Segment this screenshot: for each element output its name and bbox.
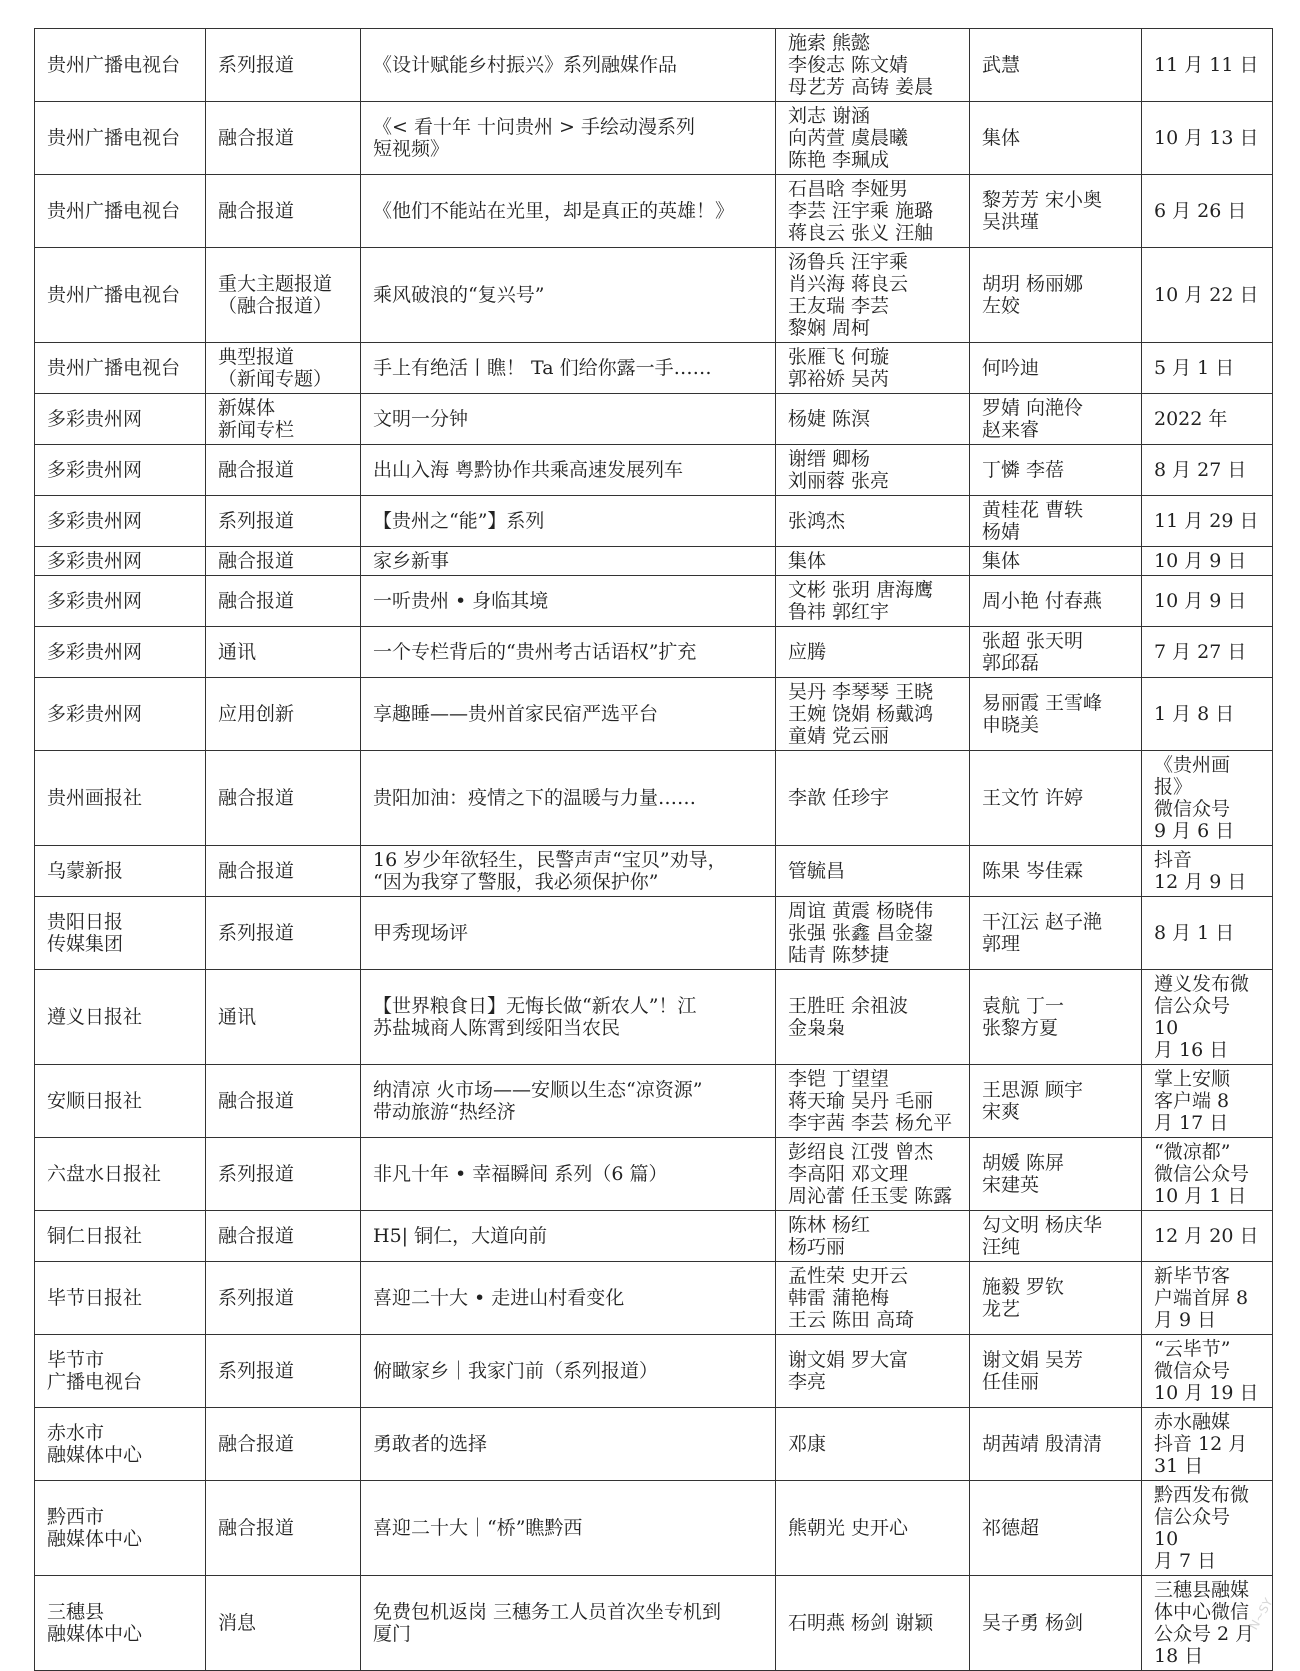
cell-date: 10 月 22 日 — [1142, 248, 1273, 343]
table-row — [35, 576, 1273, 627]
table-row — [35, 1408, 1273, 1481]
cell-authors: 管毓昌 — [776, 846, 970, 897]
cell-unit: 多彩贵州网 — [35, 547, 206, 576]
cell-category: 通讯 — [206, 627, 361, 678]
cell-date: 10 月 9 日 — [1142, 547, 1273, 576]
cell-title: 乘风破浪的“复兴号” — [361, 248, 776, 343]
cell-editors: 易丽霞 王雪峰 申晓美 — [970, 678, 1142, 751]
cell-category: 融合报道 — [206, 846, 361, 897]
cell-editors: 王思源 顾宇 宋爽 — [970, 1065, 1142, 1138]
cell-editors: 胡媛 陈屏 宋建英 — [970, 1138, 1142, 1211]
cell-editors: 勾文明 杨庆华 汪纯 — [970, 1211, 1142, 1262]
cell-authors: 吴丹 李琴琴 王晓 王婉 饶娟 杨戴鸿 童婧 党云丽 — [776, 678, 970, 751]
table-row — [35, 496, 1273, 547]
cell-unit: 贵州广播电视台 — [35, 248, 206, 343]
cell-date: “云毕节” 微信众号 10 月 19 日 — [1142, 1335, 1273, 1408]
cell-category: 融合报道 — [206, 547, 361, 576]
cell-category: 融合报道 — [206, 1481, 361, 1576]
cell-title: 一听贵州 • 身临其境 — [361, 576, 776, 627]
cell-unit: 多彩贵州网 — [35, 627, 206, 678]
cell-authors: 刘志 谢涵 向芮萱 虞晨曦 陈艳 李珮成 — [776, 102, 970, 175]
cell-category: 融合报道 — [206, 1065, 361, 1138]
cell-date: 5 月 1 日 — [1142, 343, 1273, 394]
cell-editors: 黄桂花 曹轶 杨婧 — [970, 496, 1142, 547]
awards-table — [34, 28, 1276, 1671]
cell-category: 系列报道 — [206, 1335, 361, 1408]
table-row — [35, 102, 1273, 175]
cell-editors: 丁憐 李蓓 — [970, 445, 1142, 496]
cell-category: 系列报道 — [206, 897, 361, 970]
table-row — [35, 248, 1273, 343]
cell-editors: 周小艳 付春燕 — [970, 576, 1142, 627]
cell-authors: 王胜旺 余祖波 金枭枭 — [776, 970, 970, 1065]
table-row — [35, 1262, 1273, 1335]
cell-date: 10 月 13 日 — [1142, 102, 1273, 175]
table-row — [35, 175, 1273, 248]
cell-date: “微凉都” 微信公众号 10 月 1 日 — [1142, 1138, 1273, 1211]
cell-category: 融合报道 — [206, 576, 361, 627]
cell-unit: 六盘水日报社 — [35, 1138, 206, 1211]
table-row — [35, 343, 1273, 394]
cell-authors: 集体 — [776, 547, 970, 576]
cell-title: 俯瞰家乡｜我家门前（系列报道） — [361, 1335, 776, 1408]
cell-category: 重大主题报道 （融合报道） — [206, 248, 361, 343]
cell-unit: 黔西市 融媒体中心 — [35, 1481, 206, 1576]
cell-category: 新媒体 新闻专栏 — [206, 394, 361, 445]
cell-title: 家乡新事 — [361, 547, 776, 576]
cell-category: 通讯 — [206, 970, 361, 1065]
cell-authors: 应腾 — [776, 627, 970, 678]
cell-authors: 汤鲁兵 汪宇乘 肖兴海 蒋良云 王友瑞 李芸 黎娴 周柯 — [776, 248, 970, 343]
cell-title: 【世界粮食日】无悔长做“新农人”！江 苏盐城商人陈霄到绥阳当农民 — [361, 970, 776, 1065]
cell-title: 勇敢者的选择 — [361, 1408, 776, 1481]
cell-unit: 多彩贵州网 — [35, 678, 206, 751]
cell-category: 应用创新 — [206, 678, 361, 751]
cell-category: 融合报道 — [206, 445, 361, 496]
cell-editors: 何吟迪 — [970, 343, 1142, 394]
cell-title: 《设计赋能乡村振兴》系列融媒作品 — [361, 29, 776, 102]
table-row — [35, 970, 1273, 1065]
cell-title: 喜迎二十大 • 走进山村看变化 — [361, 1262, 776, 1335]
cell-date: 新毕节客 户端首屏 8 月 9 日 — [1142, 1262, 1273, 1335]
cell-unit: 多彩贵州网 — [35, 394, 206, 445]
cell-editors: 黎芳芳 宋小奥 吴洪瑾 — [970, 175, 1142, 248]
cell-authors: 李歆 任珍宇 — [776, 751, 970, 846]
cell-title: 【贵州之“能”】系列 — [361, 496, 776, 547]
cell-unit: 遵义日报社 — [35, 970, 206, 1065]
cell-editors: 施毅 罗钦 龙艺 — [970, 1262, 1142, 1335]
cell-unit: 铜仁日报社 — [35, 1211, 206, 1262]
cell-category: 融合报道 — [206, 751, 361, 846]
cell-date: 6 月 26 日 — [1142, 175, 1273, 248]
cell-editors: 陈果 岑佳霖 — [970, 846, 1142, 897]
cell-unit: 贵州广播电视台 — [35, 343, 206, 394]
watermark: N~SY — [1246, 1595, 1276, 1633]
table-row — [35, 627, 1273, 678]
cell-date: 11 月 11 日 — [1142, 29, 1273, 102]
table-row — [35, 678, 1273, 751]
cell-authors: 杨婕 陈溟 — [776, 394, 970, 445]
cell-authors: 陈林 杨红 杨巧丽 — [776, 1211, 970, 1262]
cell-editors: 王文竹 许婷 — [970, 751, 1142, 846]
cell-category: 系列报道 — [206, 496, 361, 547]
cell-editors: 干江沄 赵子滟 郭理 — [970, 897, 1142, 970]
cell-editors: 罗婧 向滟伶 赵来睿 — [970, 394, 1142, 445]
cell-title: 《< 看十年 十问贵州 > 手绘动漫系列 短视频》 — [361, 102, 776, 175]
cell-authors: 谢文娟 罗大富 李亮 — [776, 1335, 970, 1408]
cell-date: 《贵州画报》 微信众号 9 月 6 日 — [1142, 751, 1273, 846]
cell-editors: 胡茜靖 殷清清 — [970, 1408, 1142, 1481]
cell-date: 三穗县融媒 体中心微信 公众号 2 月 18 日 — [1142, 1576, 1273, 1671]
cell-unit: 贵阳日报 传媒集团 — [35, 897, 206, 970]
cell-authors: 文彬 张玥 唐海鹰 鲁祎 郭红宇 — [776, 576, 970, 627]
table-row — [35, 1335, 1273, 1408]
table-row — [35, 1481, 1273, 1576]
cell-authors: 张鸿杰 — [776, 496, 970, 547]
cell-date: 黔西发布微 信公众号 10 月 7 日 — [1142, 1481, 1273, 1576]
cell-unit: 毕节市 广播电视台 — [35, 1335, 206, 1408]
cell-date: 8 月 27 日 — [1142, 445, 1273, 496]
cell-authors: 谢缙 卿杨 刘丽蓉 张亮 — [776, 445, 970, 496]
cell-title: 非凡十年 • 幸福瞬间 系列（6 篇） — [361, 1138, 776, 1211]
table-row — [35, 846, 1273, 897]
cell-date: 赤水融媒 抖音 12 月 31 日 — [1142, 1408, 1273, 1481]
cell-authors: 熊朝光 史开心 — [776, 1481, 970, 1576]
cell-unit: 贵州广播电视台 — [35, 102, 206, 175]
cell-category: 典型报道 （新闻专题） — [206, 343, 361, 394]
cell-editors: 张超 张天明 郭邱磊 — [970, 627, 1142, 678]
cell-title: 甲秀现场评 — [361, 897, 776, 970]
cell-date: 10 月 9 日 — [1142, 576, 1273, 627]
cell-authors: 周谊 黄震 杨晓伟 张强 张鑫 昌金鋆 陆青 陈梦捷 — [776, 897, 970, 970]
cell-title: 享趣睡——贵州首家民宿严选平台 — [361, 678, 776, 751]
cell-unit: 贵州广播电视台 — [35, 29, 206, 102]
cell-title: 16 岁少年欲轻生，民警声声“宝贝”劝导， “因为我穿了警服，我必须保护你” — [361, 846, 776, 897]
cell-title: 出山入海 粤黔协作共乘高速发展列车 — [361, 445, 776, 496]
cell-unit: 多彩贵州网 — [35, 496, 206, 547]
table-row — [35, 547, 1273, 576]
cell-unit: 毕节日报社 — [35, 1262, 206, 1335]
cell-date: 1 月 8 日 — [1142, 678, 1273, 751]
cell-unit: 赤水市 融媒体中心 — [35, 1408, 206, 1481]
cell-authors: 张雁飞 何璇 郭裕娇 吴芮 — [776, 343, 970, 394]
cell-unit: 安顺日报社 — [35, 1065, 206, 1138]
table-row — [35, 29, 1273, 102]
cell-date: 抖音 12 月 9 日 — [1142, 846, 1273, 897]
table-row — [35, 394, 1273, 445]
awards-table-body — [35, 29, 1276, 1671]
cell-authors: 石明燕 杨剑 谢颖 — [776, 1576, 970, 1671]
cell-authors: 邓康 — [776, 1408, 970, 1481]
cell-title: H5| 铜仁，大道向前 — [361, 1211, 776, 1262]
cell-unit: 多彩贵州网 — [35, 445, 206, 496]
cell-authors: 李铠 丁望望 蒋天瑜 吴丹 毛丽 李宇茜 李芸 杨允平 — [776, 1065, 970, 1138]
cell-category: 消息 — [206, 1576, 361, 1671]
cell-authors: 施索 熊懿 李俊志 陈文婧 母艺芳 高铸 姜晨 — [776, 29, 970, 102]
cell-title: 文明一分钟 — [361, 394, 776, 445]
cell-editors: 集体 — [970, 102, 1142, 175]
table-row — [35, 445, 1273, 496]
cell-authors: 孟性荣 史开云 韩雷 蒲艳梅 王云 陈田 高琦 — [776, 1262, 970, 1335]
cell-title: 手上有绝活丨瞧！ Ta 们给你露一手…… — [361, 343, 776, 394]
table-row — [35, 1211, 1273, 1262]
table-row — [35, 1065, 1273, 1138]
cell-category: 系列报道 — [206, 29, 361, 102]
cell-title: 贵阳加油：疫情之下的温暖与力量…… — [361, 751, 776, 846]
table-row — [35, 1576, 1273, 1671]
cell-unit: 贵州画报社 — [35, 751, 206, 846]
cell-authors: 石昌晗 李娅男 李芸 汪宇乘 施璐 蒋良云 张义 汪舳 — [776, 175, 970, 248]
cell-date: 2022 年 — [1142, 394, 1273, 445]
cell-date: 8 月 1 日 — [1142, 897, 1273, 970]
cell-unit: 乌蒙新报 — [35, 846, 206, 897]
cell-title: 免费包机返岗 三穗务工人员首次坐专机到 厦门 — [361, 1576, 776, 1671]
table-row — [35, 1138, 1273, 1211]
cell-unit: 多彩贵州网 — [35, 576, 206, 627]
cell-date: 12 月 20 日 — [1142, 1211, 1273, 1262]
cell-category: 系列报道 — [206, 1138, 361, 1211]
cell-category: 融合报道 — [206, 175, 361, 248]
cell-date: 7 月 27 日 — [1142, 627, 1273, 678]
cell-date: 掌上安顺 客户端 8 月 17 日 — [1142, 1065, 1273, 1138]
cell-category: 融合报道 — [206, 1408, 361, 1481]
cell-editors: 祁德超 — [970, 1481, 1142, 1576]
cell-date: 遵义发布微 信公众号 10 月 16 日 — [1142, 970, 1273, 1065]
cell-unit: 三穗县 融媒体中心 — [35, 1576, 206, 1671]
cell-category: 系列报道 — [206, 1262, 361, 1335]
cell-title: 《他们不能站在光里，却是真正的英雄！》 — [361, 175, 776, 248]
cell-category: 融合报道 — [206, 102, 361, 175]
cell-authors: 彭绍良 江弢 曾杰 李高阳 邓文理 周沁蕾 任玉雯 陈露 — [776, 1138, 970, 1211]
cell-editors: 吴子勇 杨剑 — [970, 1576, 1142, 1671]
cell-unit: 贵州广播电视台 — [35, 175, 206, 248]
cell-title: 一个专栏背后的“贵州考古话语权”扩充 — [361, 627, 776, 678]
cell-editors: 武慧 — [970, 29, 1142, 102]
cell-title: 纳清凉 火市场——安顺以生态“凉资源” 带动旅游“热经济 — [361, 1065, 776, 1138]
cell-title: 喜迎二十大｜“桥”瞧黔西 — [361, 1481, 776, 1576]
table-row — [35, 897, 1273, 970]
cell-editors: 袁航 丁一 张黎方夏 — [970, 970, 1142, 1065]
cell-date: 11 月 29 日 — [1142, 496, 1273, 547]
cell-editors: 谢文娟 吴芳 任佳丽 — [970, 1335, 1142, 1408]
cell-editors: 集体 — [970, 547, 1142, 576]
table-row — [35, 751, 1273, 846]
cell-editors: 胡玥 杨丽娜 左姣 — [970, 248, 1142, 343]
cell-category: 融合报道 — [206, 1211, 361, 1262]
